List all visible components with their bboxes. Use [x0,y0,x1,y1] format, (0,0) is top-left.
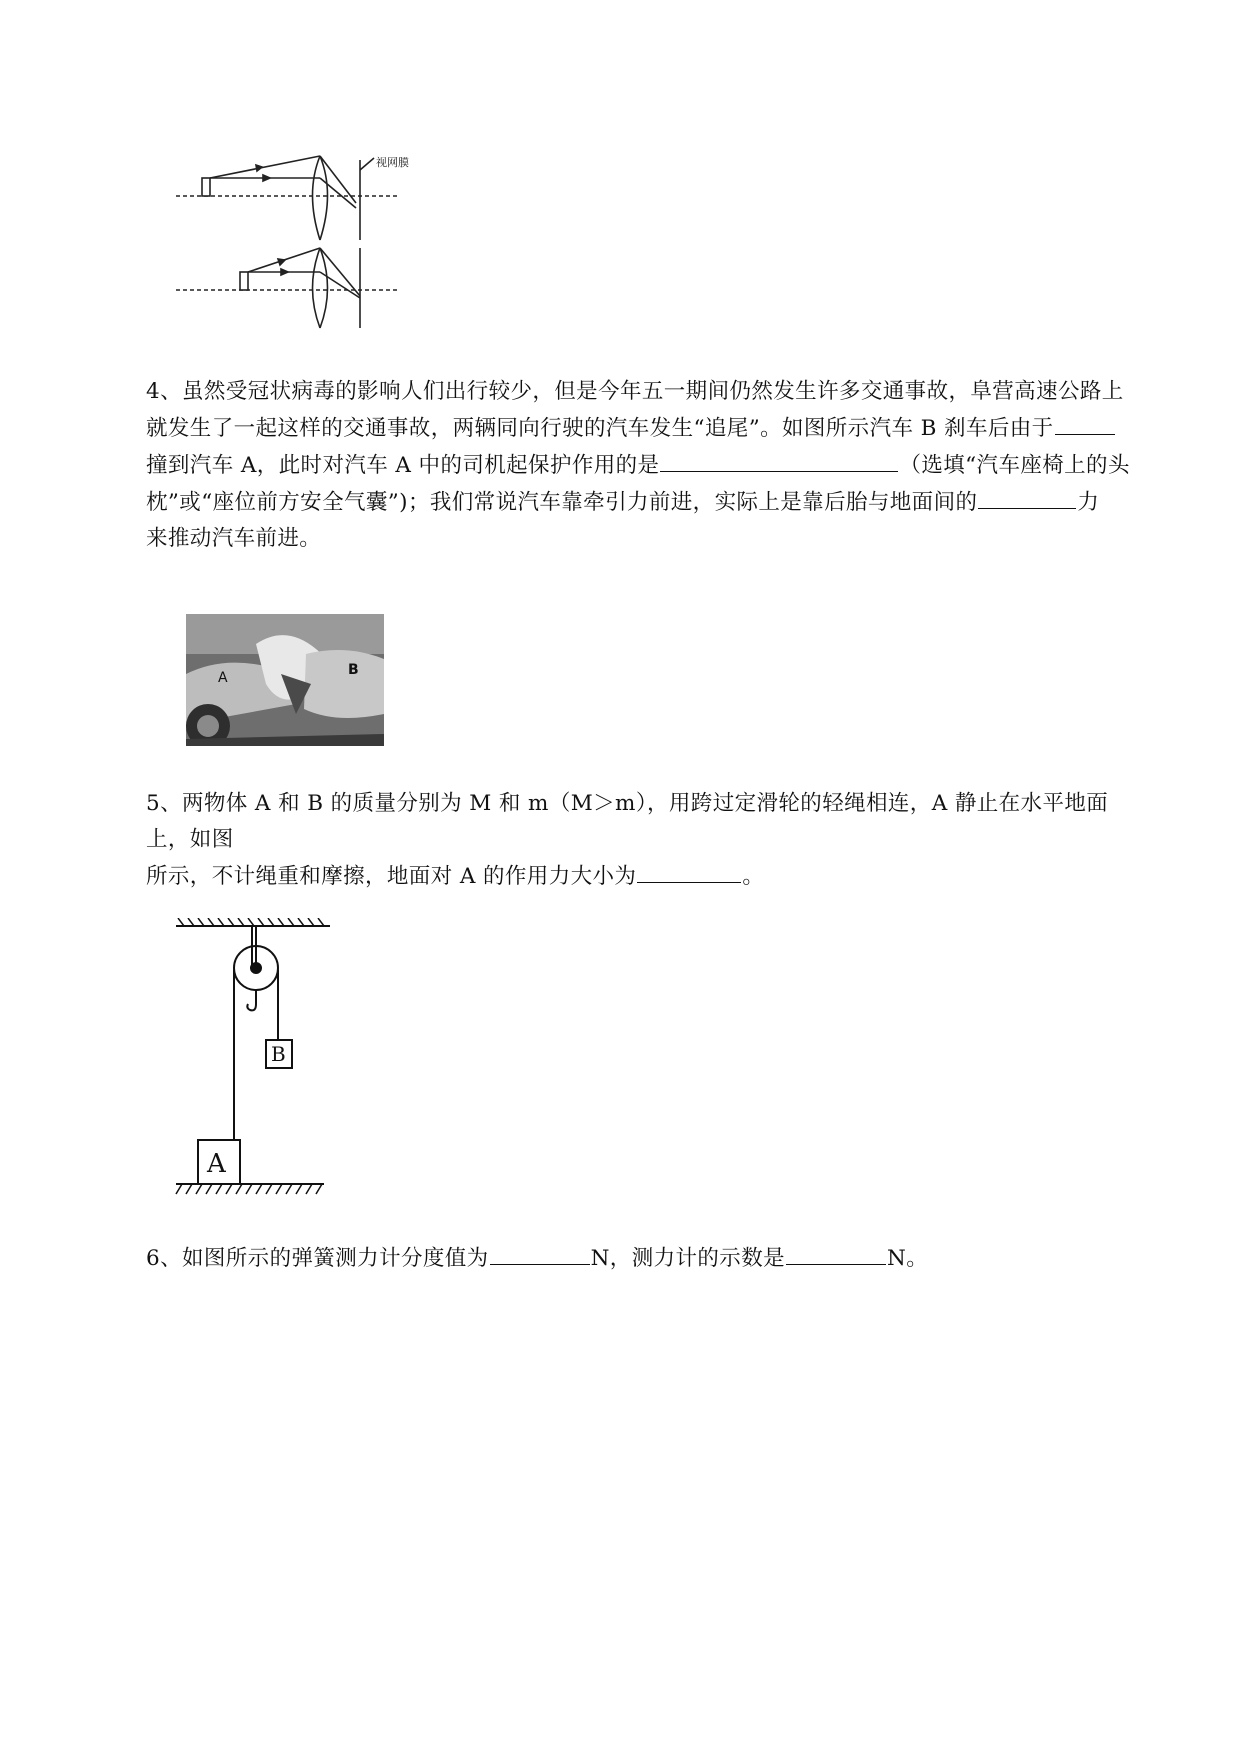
crash-label-a: A [218,670,228,686]
q5-line1: 5、两物体 A 和 B 的质量分别为 M 和 m（M＞m），用跨过定滑轮的轻绳相连，A 静止在水平地面上，如图 [146,791,1109,852]
q4-blank-force[interactable] [978,484,1076,509]
question-5 [146,786,1146,895]
q4-line2: 就发生了一起这样的交通事故，两辆同向行驶的汽车发生“追尾”。如图所示汽车 B 刹车后由于 [146,416,1054,441]
crash-label-b: B [348,662,359,678]
q4-line4b: 力 [1077,490,1100,515]
q4-line3a: 撞到汽车 A，此时对汽车 A 中的司机起保护作用的是 [146,453,660,478]
pulley-diagram [174,918,334,1202]
car-crash-photo [186,614,384,746]
q5-line2b: 。 [742,864,765,889]
question-4 [146,374,1146,557]
retina-label: 视网膜 [376,156,409,169]
q4-line5: 来推动汽车前进。 [146,526,322,551]
q5-line2a: 所示，不计绳重和摩擦，地面对 A 的作用力大小为 [146,864,637,889]
block-a-label: A [207,1149,226,1179]
q6-part-a: 6、如图所示的弹簧测力计分度值为 [146,1246,489,1271]
eye-lens-diagram [170,148,410,338]
q6-blank-division[interactable] [490,1240,590,1265]
block-b-label: B [271,1042,286,1066]
q6-blank-reading[interactable] [786,1240,886,1265]
q6-part-b: N，测力计的示数是 [590,1246,786,1271]
q4-blank-inertia[interactable] [1055,410,1115,435]
q4-blank-protection[interactable] [660,447,898,472]
q5-blank-support-force[interactable] [637,858,741,883]
q4-line3b: （选填“汽车座椅上的头 [899,453,1130,478]
q4-line4a: 枕”或“座位前方安全气囊”)；我们常说汽车靠牵引力前进，实际上是靠后胎与地面间的 [146,490,978,515]
q4-line1: 4、虽然受冠状病毒的影响人们出行较少，但是今年五一期间仍然发生许多交通事故，阜营高速公路上 [146,379,1124,404]
q6-part-c: N。 [887,1246,929,1271]
question-6 [146,1240,1146,1277]
